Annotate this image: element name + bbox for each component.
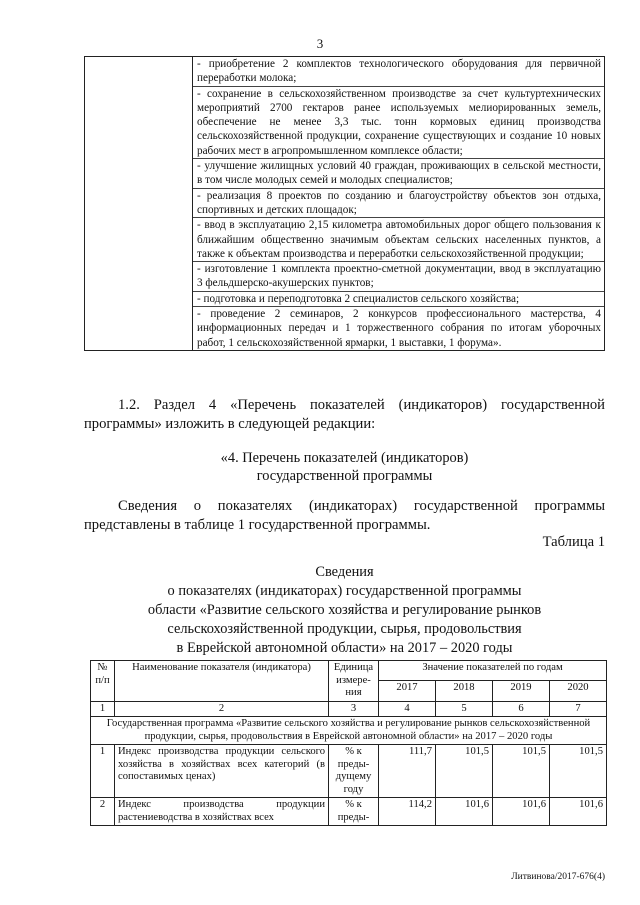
table-title-line4: сельскохозяйственной продукции, сырья, продовольствия [167, 621, 522, 637]
indicators-table [90, 660, 607, 826]
header-year: 2020 [550, 681, 607, 701]
document-footer: Литвинова/2017-676(4) [511, 872, 605, 882]
list-item: - подготовка и переподготовка 2 специалистов сельского хозяйства; [193, 291, 604, 306]
header-year: 2019 [493, 681, 550, 701]
table-title-line1: Сведения [315, 564, 374, 580]
header-values-group: Значение показателей по годам [379, 661, 607, 681]
row-value: 101,5 [550, 745, 607, 798]
info-paragraph: Сведения о показателях (индикаторах) государственной программы представлены в таблице 1 государственной программы. [84, 498, 605, 533]
table-label: Таблица 1 [542, 534, 605, 550]
row-name: Индекс производства продукции сельского хозяйства в хозяйствах всех категорий (в сопоставимых ценах) [115, 745, 329, 798]
table-title-line5: в Еврейской автономной области» на 2017 – 2020 годы [176, 640, 513, 656]
row-value: 111,7 [379, 745, 436, 798]
row-value: 101,6 [493, 798, 550, 826]
row-value: 114,2 [379, 798, 436, 826]
section-heading-line2: государственной программы [256, 468, 433, 484]
header-num: № п/п [91, 661, 115, 702]
row-num: 1 [91, 745, 115, 798]
program-title: Государственная программа «Развитие сельского хозяйства и регулирование рынков сельскохозяйственной продукции, сырья, продовольствия в Еврейской автономной области» на 2017 – 2020 годы [91, 717, 607, 745]
column-number: 1 [91, 701, 115, 717]
page-number: 3 [316, 36, 324, 51]
list-item: - улучшение жилищных условий 40 граждан, проживающих в сельской местности, в том числе молодых семей и молодых специалистов; [193, 158, 604, 188]
list-item: - изготовление 1 комплекта проектно-сметной документации, ввод в эксплуатацию 3 фельдшерско-акушерских пунктов; [193, 261, 604, 291]
list-item: - проведение 2 семинаров, 2 конкурсов профессионального мастерства, 4 информационных передач и 1 торжественного собрания по итогам уборочных работ, 1 сельскохозяйственной ярмарки, 1 выставки, 1 форума». [193, 306, 604, 350]
header-year: 2017 [379, 681, 436, 701]
amendment-paragraph: 1.2. Раздел 4 «Перечень показателей (индикаторов) государственной программы» изложить в следующей редакции: [84, 397, 605, 432]
row-value: 101,6 [550, 798, 607, 826]
table-row [91, 745, 607, 798]
measures-table [84, 56, 605, 351]
row-name: Индекс производства продукции растениеводства в хозяйствах всех [115, 798, 329, 826]
column-number: 3 [329, 701, 379, 717]
row-value: 101,6 [436, 798, 493, 826]
row-unit: % к преды- [329, 798, 379, 826]
table-cell [85, 57, 193, 351]
table-row [91, 798, 607, 826]
section-heading-line1: «4. Перечень показателей (индикаторов) [220, 450, 469, 466]
list-item: - ввод в эксплуатацию 2,15 километра автомобильных дорог общего пользования к ближайшим общественно значимым объектам сельских населенных пунктов, а также к объектам производства и переработки сельскохозяйственной продукции; [193, 217, 604, 261]
column-number: 2 [115, 701, 329, 717]
table-header-row [91, 661, 607, 681]
column-number: 7 [550, 701, 607, 717]
column-number: 4 [379, 701, 436, 717]
column-number: 6 [493, 701, 550, 717]
row-value: 101,5 [436, 745, 493, 798]
row-unit: % к преды-дущему году [329, 745, 379, 798]
row-num: 2 [91, 798, 115, 826]
header-unit: Единица измере-ния [329, 661, 379, 702]
table-title-line2: о показателях (индикаторах) государственной программы [167, 583, 522, 599]
program-row [91, 717, 607, 745]
table-cell [193, 57, 605, 351]
table-title-line3: области «Развитие сельского хозяйства и регулирование рынков [147, 602, 542, 618]
list-item: - приобретение 2 комплектов технологического оборудования для первичной переработки молока; [197, 58, 601, 85]
column-number-row [91, 701, 607, 717]
table-row [85, 57, 605, 351]
list-item: - реализация 8 проектов по созданию и благоустройству объектов зон отдыха, спортивных и детских площадок; [193, 188, 604, 218]
header-name: Наименование показателя (индикатора) [115, 661, 329, 702]
header-year: 2018 [436, 681, 493, 701]
list-item: - сохранение в сельскохозяйственном производстве за счет культуртехнических мероприятий 2700 гектаров ранее используемых мелиорированных земель, обеспечение не менее 3,3 тыс. тонн кормовых единиц производства сельскохозяйственной продукции, сохранение существующих и создание 10 новых рабочих мест в агропромышленном комплексе области; [193, 86, 604, 158]
column-number: 5 [436, 701, 493, 717]
row-value: 101,5 [493, 745, 550, 798]
